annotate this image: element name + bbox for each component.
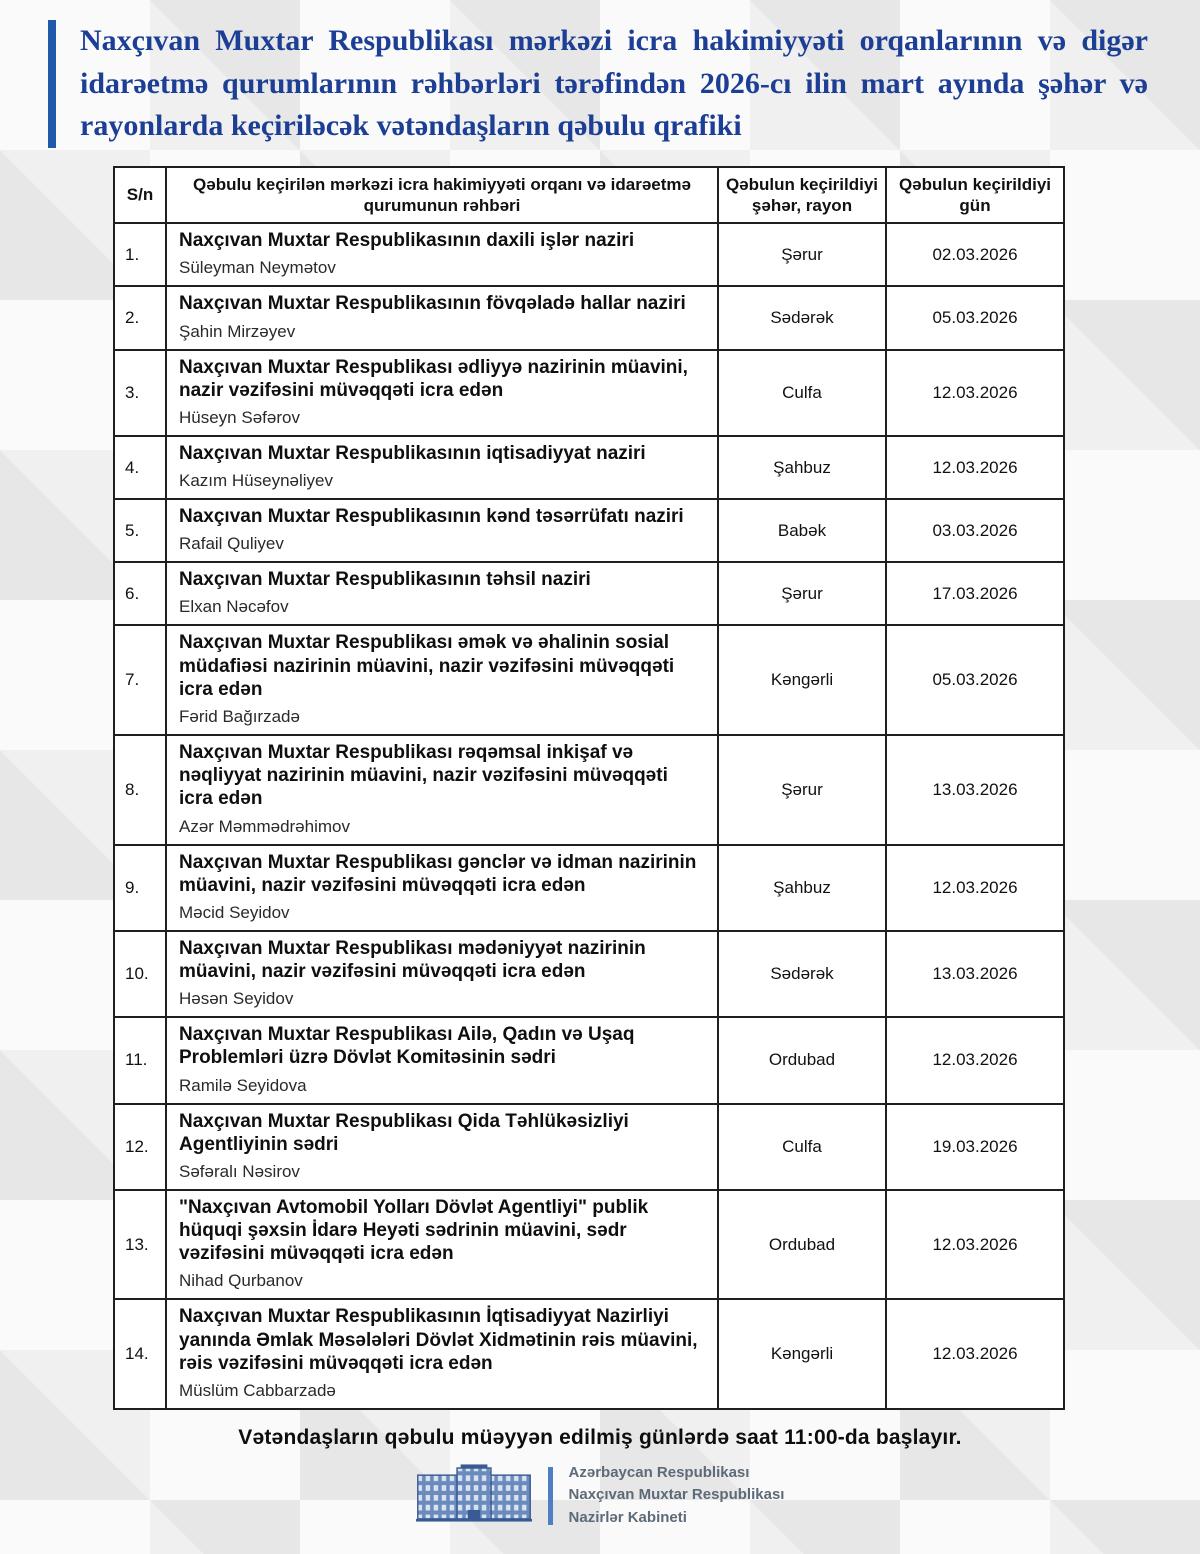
person-name: Ramilə Seyidova — [179, 1075, 307, 1095]
logo-line-cabinet: Nazirlər Kabineti — [568, 1508, 687, 1526]
date-cell: 03.03.2026 — [886, 499, 1064, 562]
row-number: 10. — [114, 931, 166, 1017]
table-body — [114, 223, 1064, 1409]
date-cell: 19.03.2026 — [886, 1104, 1064, 1190]
org-cell — [166, 931, 718, 1017]
date-cell: 12.03.2026 — [886, 1190, 1064, 1300]
person-name: Şahin Mirzəyev — [179, 321, 296, 341]
row-number: 3. — [114, 350, 166, 436]
person-name: Nihad Qurbanov — [179, 1271, 303, 1291]
table-row — [114, 931, 1064, 1017]
row-number: 12. — [114, 1104, 166, 1190]
org-title: Naxçıvan Muxtar Respublikası gənclər və idman nazirinin müavini, nazir vəzifəsini müvəqqəti icra edən — [179, 851, 697, 896]
person-name: Fərid Bağırzadə — [179, 707, 300, 726]
government-building-icon — [416, 1463, 532, 1528]
org-title: Naxçıvan Muxtar Respublikasının daxili işlər naziri — [179, 230, 635, 252]
org-cell — [166, 436, 718, 499]
org-title: Naxçıvan Muxtar Respublikası mədəniyyət nazirinin müavini, nazir vəzifəsini müvəqqəti icra edən — [179, 937, 646, 983]
org-cell — [166, 562, 718, 625]
header-city: Qəbulun keçirildiyi şəhər, rayon — [718, 167, 886, 224]
person-name: Hüseyn Səfərov — [179, 407, 300, 427]
city-cell: Sədərək — [718, 931, 886, 1017]
table-row — [114, 499, 1064, 562]
org-cell — [166, 845, 718, 931]
org-title: Naxçıvan Muxtar Respublikası əmək və əhalinin sosial müdafiəsi nazirinin müavini, nazir vəzifəsini müvəqqəti icra edən — [179, 632, 675, 700]
row-number: 14. — [114, 1299, 166, 1409]
city-cell: Şahbuz — [718, 436, 886, 499]
cabinet-logo — [0, 1462, 1200, 1530]
city-cell: Culfa — [718, 1104, 886, 1190]
org-cell — [166, 735, 718, 845]
org-cell — [166, 286, 718, 349]
org-cell — [166, 350, 718, 436]
row-number: 1. — [114, 223, 166, 286]
date-cell: 13.03.2026 — [886, 931, 1064, 1017]
date-cell: 12.03.2026 — [886, 1017, 1064, 1103]
city-cell: Şərur — [718, 735, 886, 845]
footer-note: Vətəndaşların qəbulu müəyyən edilmiş günlərdə saat 11:00-da başlayır. — [238, 1425, 962, 1449]
org-title: Naxçıvan Muxtar Respublikası ədliyyə nazirinin müavini, nazir vəzifəsini müvəqqəti icra edən — [179, 356, 688, 401]
table-row — [114, 1104, 1064, 1190]
person-name: Azər Məmmədrəhimov — [179, 816, 350, 836]
city-cell: Kəngərli — [718, 625, 886, 735]
person-name: Kazım Hüseynəliyev — [179, 471, 334, 491]
city-cell: Şərur — [718, 223, 886, 286]
city-cell: Sədərək — [718, 286, 886, 349]
row-number: 13. — [114, 1190, 166, 1300]
org-title: Naxçıvan Muxtar Respublikasının təhsil naziri — [179, 569, 591, 591]
org-cell — [166, 1190, 718, 1300]
city-cell: Ordubad — [718, 1017, 886, 1103]
org-cell — [166, 1299, 718, 1409]
date-cell: 02.03.2026 — [886, 223, 1064, 286]
city-cell: Şərur — [718, 562, 886, 625]
org-title: Naxçıvan Muxtar Respublikasının İqtisadiyyat Nazirliyi yanında Əmlak Məsələləri Dövlət Xidmətinin rəis müavini, rəis vəzifəsini müvəqqəti icra edən — [179, 1306, 698, 1374]
table-row — [114, 1190, 1064, 1300]
logo-divider — [548, 1467, 553, 1525]
row-number: 6. — [114, 562, 166, 625]
org-cell — [166, 1017, 718, 1103]
table-row — [114, 286, 1064, 349]
row-number: 9. — [114, 845, 166, 931]
logo-line-republic: Naxçıvan Muxtar Respublikası — [568, 1486, 785, 1504]
row-number: 11. — [114, 1017, 166, 1103]
header-org: Qəbulu keçirilən mərkəzi icra hakimiyyəti orqanı və idarəetmə qurumunun rəhbəri — [166, 167, 718, 224]
row-number: 5. — [114, 499, 166, 562]
city-cell: Ordubad — [718, 1190, 886, 1300]
person-name: Süleyman Neymətov — [179, 258, 336, 278]
table-row — [114, 1299, 1064, 1409]
person-name: Elxan Nəcəfov — [179, 597, 289, 617]
person-name: Səfəralı Nəsirov — [179, 1161, 300, 1181]
org-title: Naxçıvan Muxtar Respublikası rəqəmsal inkişaf və nəqliyyat nazirinin müavini, nazir vəzifəsini müvəqqəti icra edən — [179, 742, 668, 810]
city-cell: Babək — [718, 499, 886, 562]
document-page — [0, 20, 1200, 1554]
table-row — [114, 1017, 1064, 1103]
row-number: 2. — [114, 286, 166, 349]
date-cell: 12.03.2026 — [886, 845, 1064, 931]
org-cell — [166, 499, 718, 562]
date-cell: 12.03.2026 — [886, 436, 1064, 499]
row-number: 4. — [114, 436, 166, 499]
org-title: Naxçıvan Muxtar Respublikasının iqtisadiyyat naziri — [179, 442, 646, 464]
org-title: Naxçıvan Muxtar Respublikasının kənd təsərrüfatı naziri — [179, 506, 684, 528]
date-cell: 13.03.2026 — [886, 735, 1064, 845]
person-name: Rafail Quliyev — [179, 534, 284, 554]
table-row — [114, 625, 1064, 735]
table-row — [114, 350, 1064, 436]
org-title: Naxçıvan Muxtar Respublikası Qida Təhlükəsizliyi Agentliyinin sədri — [179, 1110, 629, 1155]
row-number: 8. — [114, 735, 166, 845]
header-sn: S/n — [114, 167, 166, 224]
reception-schedule-table — [113, 166, 1065, 1410]
org-cell — [166, 1104, 718, 1190]
date-cell: 17.03.2026 — [886, 562, 1064, 625]
header-row — [114, 167, 1064, 224]
header-day: Qəbulun keçirildiyi gün — [886, 167, 1064, 224]
org-cell — [166, 223, 718, 286]
table-header — [114, 167, 1064, 224]
date-cell: 05.03.2026 — [886, 286, 1064, 349]
person-name: Həsən Seyidov — [179, 989, 294, 1009]
date-cell: 12.03.2026 — [886, 1299, 1064, 1409]
org-title: "Naxçıvan Avtomobil Yolları Dövlət Agentliyi" publik hüquqi şəxsin İdarə Heyəti sədrinin müavini, sədr vəzifəsini müvəqqəti icra edən — [179, 1196, 649, 1265]
table-row — [114, 735, 1064, 845]
person-name: Müslüm Cabbarzadə — [179, 1380, 336, 1400]
row-number: 7. — [114, 625, 166, 735]
table-row — [114, 845, 1064, 931]
person-name: Məcid Seyidov — [179, 902, 290, 922]
page-title: Naxçıvan Muxtar Respublikası mərkəzi icra hakimiyyəti orqanlarının və digər idarəetmə qurumlarının rəhbərləri tərəfindən 2026-cı ilin mart ayında şəhər və rayonlarda keçiriləcək vətəndaşların qəbulu qrafiki — [80, 24, 1148, 143]
city-cell: Şahbuz — [718, 845, 886, 931]
logo-line-country: Azərbaycan Respublikası — [568, 1463, 750, 1481]
city-cell: Culfa — [718, 350, 886, 436]
date-cell: 05.03.2026 — [886, 625, 1064, 735]
city-cell: Kəngərli — [718, 1299, 886, 1409]
title-block — [48, 20, 1148, 148]
org-cell — [166, 625, 718, 735]
logo-text-block — [569, 1462, 785, 1530]
table-row — [114, 223, 1064, 286]
table-row — [114, 436, 1064, 499]
org-title: Naxçıvan Muxtar Respublikası Ailə, Qadın və Uşaq Problemləri üzrə Dövlət Komitəsinin sədri — [179, 1024, 635, 1069]
org-title: Naxçıvan Muxtar Respublikasının fövqəladə hallar naziri — [179, 293, 686, 315]
date-cell: 12.03.2026 — [886, 350, 1064, 436]
table-row — [114, 562, 1064, 625]
